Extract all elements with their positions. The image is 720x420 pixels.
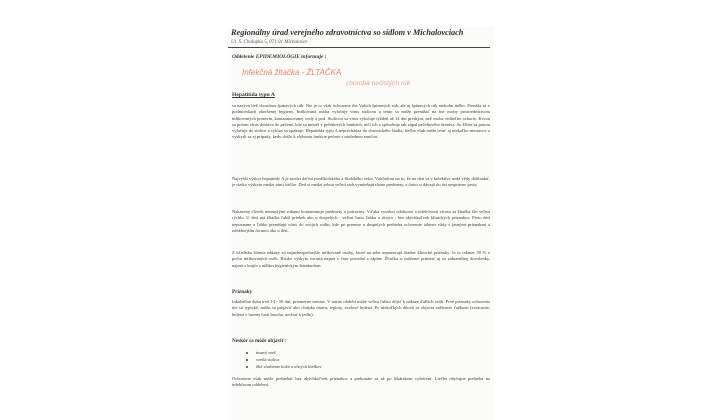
scanned-page bbox=[228, 26, 494, 420]
later-symptoms-list bbox=[246, 349, 322, 370]
department-line: Oddelenie EPIDEMIOLÓGIE informuje : bbox=[232, 54, 327, 60]
paragraph-closing: Ochorenie však môže prebiehať bez akýchkoľvek príznakov a prekonáte sa až po lekárskom vyšetrení. Liečba obyčajne prebieha na infekčnom oddelení. bbox=[232, 376, 490, 388]
institution-title: Regionálny úrad verejného zdravotníctva so sídlom v Michalovciach bbox=[231, 28, 464, 37]
paragraph-children: Najvyšší výskyt hepatitídy A je medzi deťmi predškolského a školského veku. Vzhľadom na to, že na deti sa v kolektíve nedá vždy dohliadať, je riziko výskytu medzi nimi väčšie. Deti si medzi sebou veľmi radi vymieňajú rôzne predmety, a často si dávajú do úst nesprávne prsty. bbox=[232, 176, 490, 188]
paragraph-symptoms: Inkubačná doba trvá 14 - 50 dní, priemerne mesiac. V tomto období môže veľmi ľahko dôjsť k nákaze ďalších osôb. Prvé príznaky ochorenia nie sú typické, môžu sa prejaviť ako chrípka únava, teploty, svalové bolesti. Po niekoľkých dňoch sa objavia zažívacie ťažkosti (zvracanie, bolesti v hornej časti brucha, nechuť k jedlu). bbox=[232, 299, 490, 317]
symptoms-heading: Príznaky bbox=[232, 289, 253, 295]
paragraph-transmission: Nakazený človek neumytými rukami kontaminuje predmety a potraviny. Vďaka vysokej odolnosti a infekčnosti vírusu sa žltačka šíri veľmi rýchlo. U detí má žltačka ľahší priebeh ako u dospelých - veľmi často ľahko a skryto - bez akýchkoľvek klinických príznakov. Preto deti nepoznane a ľahko prenášajú vírus do svojich rodín, kde po prenose u dospelých prebieha ochorenie takmer vždy s jasnými príznakmi a závažnejším formou ako u detí. bbox=[232, 209, 490, 233]
list-item: žlté sfarbenie kože a očných bielkov bbox=[246, 363, 322, 370]
section-heading: Hepatitída typu A bbox=[232, 92, 275, 98]
list-item: svetlá stolica bbox=[246, 356, 322, 363]
paragraph-intro: sa nazýva tiež chorobou špinavých rúk. Nie je to však ochorenie iba Vašich špinavých rúk, ale aj špinavých rúk niekoho iného. Prenáša sa v podmienkach zhoršenej hygieny. Infikovaná osoba vylučuje vírus stolicou a tento sa môže prenášať na iné osoby prostredníctvom infikovaných potravín, kontaminovanej vody a pod. Stolicou sa vírus vylučuje týždeň až 14 dní predtým, než osoba viditeľne ochorie. Krvou sa potom vírus dostáva do pečene, kde sa množí v pečeňových bunkách, niči ich a spôsobuje tak zápal pečeňového tkaniva. So žlčou sa potom vylučuje do stolice a cyklus sa opakuje. Hepatitída typu A neprechádza do chronického štádia, liečba však môže trvať aj niekoľko mesiacov a vyskytli sa aj prípady, kedy došlo k zlyhaniu funkcie pečene s následnou smrťou. bbox=[232, 103, 490, 140]
banner-title: Infekčná žltačka - ŽLTAČKA bbox=[242, 68, 342, 77]
institution-address: Ul. S. Chalupku 5, 071 01 Michalovce bbox=[231, 40, 308, 45]
paragraph-risk: Z hľadiska šírenia nákazy sú najnebezpečnejšie infikované osoby, ktoré na sebe nepozorujú žiadne klinické príznaky. Je to takmer 50 % z počtu infikovaných osôb. Riziko výskytu vzrastá najmä v čase povodní a záplav. Žltačka si môžeme priniesť aj zo zahraničnej dovolenky, najmä z krajín s nižším hygienickým štandardom. bbox=[232, 250, 490, 268]
list-item: tmavý moč bbox=[246, 349, 322, 356]
later-symptoms-heading: Neskôr sa môže objaviť: bbox=[232, 338, 287, 344]
header-rule bbox=[228, 47, 490, 48]
banner-subtitle: choroba nečistých rúk bbox=[346, 80, 411, 87]
